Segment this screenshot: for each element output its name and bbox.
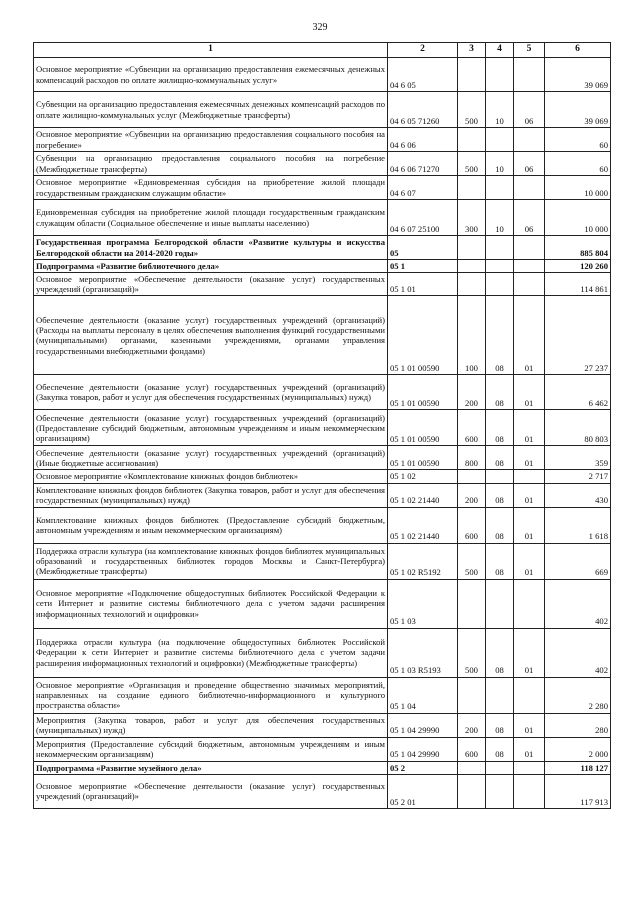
table-row xyxy=(34,507,611,543)
row-amount-cell: 117 913 xyxy=(545,774,611,808)
row-c3-cell: 200 xyxy=(458,713,486,737)
row-name-cell: Обеспечение деятельности (оказание услуг) государственных учреждений (организаций) (Иные бюджетные ассигнования) xyxy=(34,446,388,470)
row-c3-cell xyxy=(458,579,486,628)
row-code-cell: 05 1 02 21440 xyxy=(388,507,458,543)
row-amount-cell: 27 237 xyxy=(545,296,611,375)
row-name-cell: Основное мероприятие «Обеспечение деятельности (оказание услуг) государственных учреждений (организаций)» xyxy=(34,273,388,296)
table-row xyxy=(34,628,611,677)
table-row xyxy=(34,483,611,507)
row-code-cell: 05 1 03 R5193 xyxy=(388,628,458,677)
table-row xyxy=(34,260,611,273)
page-number: 329 xyxy=(312,22,328,33)
row-amount-cell: 2 717 xyxy=(545,470,611,483)
row-c4-cell: 10 xyxy=(486,200,514,236)
row-code-cell: 05 1 01 00590 xyxy=(388,375,458,410)
row-code-cell: 05 1 04 29990 xyxy=(388,737,458,761)
row-c5-cell xyxy=(514,470,545,483)
row-amount-cell: 10 000 xyxy=(545,200,611,236)
row-c5-cell xyxy=(514,128,545,152)
row-c3-cell: 200 xyxy=(458,483,486,507)
row-name-cell: Основное мероприятие «Единовременная субсидия на приобретение жилой площади государственным гражданским служащим области» xyxy=(34,176,388,200)
row-c5-cell: 01 xyxy=(514,410,545,446)
row-amount-cell: 60 xyxy=(545,128,611,152)
row-c3-cell: 300 xyxy=(458,200,486,236)
row-code-cell: 05 1 02 xyxy=(388,470,458,483)
row-amount-cell: 118 127 xyxy=(545,761,611,774)
column-header: 2 xyxy=(388,43,458,58)
row-amount-cell: 669 xyxy=(545,543,611,579)
row-code-cell: 04 6 05 71260 xyxy=(388,92,458,128)
row-amount-cell: 114 861 xyxy=(545,273,611,296)
row-name-cell: Основное мероприятие «Подключение общедоступных библиотек Российской Федерации к сети Интернет и развитие системы библиотечного дела с учетом задачи расширения информационных технологий и оцифровки» xyxy=(34,579,388,628)
table-row xyxy=(34,677,611,713)
row-c5-cell: 01 xyxy=(514,296,545,375)
row-code-cell: 04 6 07 xyxy=(388,176,458,200)
row-name-cell: Государственная программа Белгородской области «Развитие культуры и искусства Белгородской области на 2014-2020 годы» xyxy=(34,236,388,260)
header-row xyxy=(34,43,611,58)
row-c4-cell: 08 xyxy=(486,628,514,677)
row-c4-cell xyxy=(486,260,514,273)
row-code-cell: 05 1 04 xyxy=(388,677,458,713)
row-c3-cell xyxy=(458,761,486,774)
row-name-cell: Поддержка отрасли культура (на комплектование книжных фондов библиотек муниципальных образований и государственных библиотек городов Москвы и Санкт-Петербурга) (Межбюджетные трансферты) xyxy=(34,543,388,579)
table-row xyxy=(34,273,611,296)
row-amount-cell: 402 xyxy=(545,579,611,628)
row-code-cell: 04 6 07 25100 xyxy=(388,200,458,236)
row-c5-cell xyxy=(514,774,545,808)
row-c4-cell xyxy=(486,273,514,296)
table-row xyxy=(34,579,611,628)
column-header: 4 xyxy=(486,43,514,58)
column-header: 3 xyxy=(458,43,486,58)
table-row xyxy=(34,470,611,483)
row-c5-cell xyxy=(514,761,545,774)
row-c5-cell xyxy=(514,677,545,713)
table-row xyxy=(34,296,611,375)
row-c3-cell: 100 xyxy=(458,296,486,375)
row-c4-cell: 08 xyxy=(486,375,514,410)
row-amount-cell: 6 462 xyxy=(545,375,611,410)
row-code-cell: 05 2 01 xyxy=(388,774,458,808)
row-c5-cell: 01 xyxy=(514,375,545,410)
row-c5-cell: 01 xyxy=(514,737,545,761)
row-c4-cell xyxy=(486,470,514,483)
table-row xyxy=(34,774,611,808)
table-row xyxy=(34,543,611,579)
row-amount-cell: 39 069 xyxy=(545,92,611,128)
row-c5-cell: 06 xyxy=(514,200,545,236)
row-name-cell: Обеспечение деятельности (оказание услуг) государственных учреждений (организаций) (Расходы на выплаты персоналу в целях обеспечения выполнения функций государственными (муниципальными) органами, казенными учреждениями, органами управления государственными внебюджетными фондами) xyxy=(34,296,388,375)
row-amount-cell: 2 280 xyxy=(545,677,611,713)
row-c3-cell xyxy=(458,236,486,260)
row-c4-cell xyxy=(486,677,514,713)
row-amount-cell: 359 xyxy=(545,446,611,470)
table-row xyxy=(34,152,611,176)
row-c5-cell xyxy=(514,58,545,92)
row-c3-cell xyxy=(458,128,486,152)
row-c5-cell: 06 xyxy=(514,152,545,176)
table-row xyxy=(34,236,611,260)
table-row xyxy=(34,410,611,446)
row-amount-cell: 39 069 xyxy=(545,58,611,92)
column-header: 1 xyxy=(34,43,388,58)
row-c3-cell: 600 xyxy=(458,410,486,446)
row-name-cell: Подпрограмма «Развитие библиотечного дела» xyxy=(34,260,388,273)
row-c4-cell: 08 xyxy=(486,543,514,579)
table-row xyxy=(34,446,611,470)
row-c4-cell xyxy=(486,774,514,808)
row-c3-cell xyxy=(458,677,486,713)
row-name-cell: Комплектование книжных фондов библиотек (Закупка товаров, работ и услуг для обеспечения государственных (муниципальных) нужд) xyxy=(34,483,388,507)
row-c5-cell: 01 xyxy=(514,543,545,579)
row-c3-cell xyxy=(458,470,486,483)
row-code-cell: 05 1 01 00590 xyxy=(388,410,458,446)
row-c4-cell: 08 xyxy=(486,410,514,446)
row-c3-cell: 600 xyxy=(458,737,486,761)
row-name-cell: Субвенции на организацию предоставления социального пособия на погребение (Межбюджетные трансферты) xyxy=(34,152,388,176)
row-code-cell: 05 xyxy=(388,236,458,260)
row-amount-cell: 280 xyxy=(545,713,611,737)
row-c4-cell: 08 xyxy=(486,296,514,375)
row-name-cell: Подпрограмма «Развитие музейного дела» xyxy=(34,761,388,774)
column-header: 6 xyxy=(545,43,611,58)
row-c5-cell: 01 xyxy=(514,713,545,737)
column-header: 5 xyxy=(514,43,545,58)
row-name-cell: Основное мероприятие «Субвенции на организацию предоставления ежемесячных денежных компенсаций расходов по оплате жилищно-коммунальных услуг» xyxy=(34,58,388,92)
row-c4-cell xyxy=(486,176,514,200)
row-c5-cell xyxy=(514,273,545,296)
row-c4-cell: 08 xyxy=(486,446,514,470)
row-amount-cell: 120 260 xyxy=(545,260,611,273)
row-c4-cell: 08 xyxy=(486,713,514,737)
row-c4-cell xyxy=(486,236,514,260)
row-c5-cell: 01 xyxy=(514,446,545,470)
row-name-cell: Комплектование книжных фондов библиотек (Предоставление субсидий бюджетным, автономным учреждениям и иным некоммерческим организациям) xyxy=(34,507,388,543)
row-c4-cell xyxy=(486,579,514,628)
row-c3-cell xyxy=(458,176,486,200)
row-amount-cell: 10 000 xyxy=(545,176,611,200)
row-code-cell: 04 6 06 71270 xyxy=(388,152,458,176)
row-c5-cell xyxy=(514,176,545,200)
row-name-cell: Мероприятия (Предоставление субсидий бюджетным, автономным учреждениям и иным некоммерческим организациям) xyxy=(34,737,388,761)
row-c3-cell: 500 xyxy=(458,543,486,579)
row-c3-cell: 800 xyxy=(458,446,486,470)
row-c3-cell: 500 xyxy=(458,92,486,128)
row-c3-cell: 200 xyxy=(458,375,486,410)
row-code-cell: 04 6 05 xyxy=(388,58,458,92)
row-c5-cell: 01 xyxy=(514,483,545,507)
row-name-cell: Поддержка отрасли культура (на подключение общедоступных библиотек Российской Федерации к сети Интернет и развитие системы библиотечного дела с учетом задачи расширения информационных технологий и оцифровки) (Межбюджетные трансферты) xyxy=(34,628,388,677)
row-code-cell: 05 1 02 21440 xyxy=(388,483,458,507)
row-amount-cell: 430 xyxy=(545,483,611,507)
row-amount-cell: 80 803 xyxy=(545,410,611,446)
table-row xyxy=(34,761,611,774)
row-code-cell: 05 1 01 xyxy=(388,273,458,296)
table-row xyxy=(34,176,611,200)
table-row xyxy=(34,200,611,236)
row-name-cell: Основное мероприятие «Организация и проведение общественно значимых мероприятий, направленных на создание единого библиотечно-информационного и культурного пространства области» xyxy=(34,677,388,713)
row-c4-cell xyxy=(486,761,514,774)
row-name-cell: Обеспечение деятельности (оказание услуг) государственных учреждений (организаций) (Закупка товаров, работ и услуг для обеспечения государственных (муниципальных) нужд) xyxy=(34,375,388,410)
row-amount-cell: 60 xyxy=(545,152,611,176)
budget-table xyxy=(33,42,611,809)
row-c4-cell: 08 xyxy=(486,737,514,761)
row-c3-cell: 600 xyxy=(458,507,486,543)
row-code-cell: 05 1 04 29990 xyxy=(388,713,458,737)
row-name-cell: Единовременная субсидия на приобретение жилой площади государственным гражданским служащим области (Социальное обеспечение и иные выплаты населению) xyxy=(34,200,388,236)
row-name-cell: Основное мероприятие «Субвенции на организацию предоставления социального пособия на погребение» xyxy=(34,128,388,152)
row-amount-cell: 885 804 xyxy=(545,236,611,260)
table-row xyxy=(34,92,611,128)
table-row xyxy=(34,375,611,410)
row-c5-cell: 06 xyxy=(514,92,545,128)
row-c5-cell: 01 xyxy=(514,628,545,677)
row-c3-cell xyxy=(458,260,486,273)
table-row xyxy=(34,128,611,152)
row-name-cell: Основное мероприятие «Комплектование книжных фондов библиотек» xyxy=(34,470,388,483)
row-name-cell: Основное мероприятие «Обеспечение деятельности (оказание услуг) государственных учреждений (организаций)» xyxy=(34,774,388,808)
row-code-cell: 05 1 01 00590 xyxy=(388,296,458,375)
row-name-cell: Субвенции на организацию предоставления ежемесячных денежных компенсаций расходов по оплате жилищно-коммунальных услуг (Межбюджетные трансферты) xyxy=(34,92,388,128)
row-name-cell: Мероприятия (Закупка товаров, работ и услуг для обеспечения государственных (муниципальных) нужд) xyxy=(34,713,388,737)
row-c5-cell xyxy=(514,236,545,260)
row-name-cell: Обеспечение деятельности (оказание услуг) государственных учреждений (организаций) (Предоставление субсидий бюджетным, автономным учреждениям и иным некоммерческим организациям) xyxy=(34,410,388,446)
row-c4-cell xyxy=(486,58,514,92)
table-body xyxy=(34,58,611,809)
row-code-cell: 05 1 02 R5192 xyxy=(388,543,458,579)
row-c3-cell xyxy=(458,58,486,92)
table-row xyxy=(34,58,611,92)
row-c5-cell: 01 xyxy=(514,507,545,543)
row-amount-cell: 1 618 xyxy=(545,507,611,543)
row-c4-cell: 08 xyxy=(486,483,514,507)
row-code-cell: 05 1 01 00590 xyxy=(388,446,458,470)
table-row xyxy=(34,713,611,737)
row-c3-cell xyxy=(458,774,486,808)
table-row xyxy=(34,737,611,761)
row-c3-cell: 500 xyxy=(458,628,486,677)
row-code-cell: 04 6 06 xyxy=(388,128,458,152)
row-c4-cell: 10 xyxy=(486,152,514,176)
row-c4-cell: 10 xyxy=(486,92,514,128)
row-c4-cell xyxy=(486,128,514,152)
row-code-cell: 05 2 xyxy=(388,761,458,774)
row-c3-cell: 500 xyxy=(458,152,486,176)
row-c5-cell xyxy=(514,579,545,628)
row-amount-cell: 2 000 xyxy=(545,737,611,761)
row-code-cell: 05 1 03 xyxy=(388,579,458,628)
row-amount-cell: 402 xyxy=(545,628,611,677)
row-c5-cell xyxy=(514,260,545,273)
row-code-cell: 05 1 xyxy=(388,260,458,273)
row-c4-cell: 08 xyxy=(486,507,514,543)
row-c3-cell xyxy=(458,273,486,296)
